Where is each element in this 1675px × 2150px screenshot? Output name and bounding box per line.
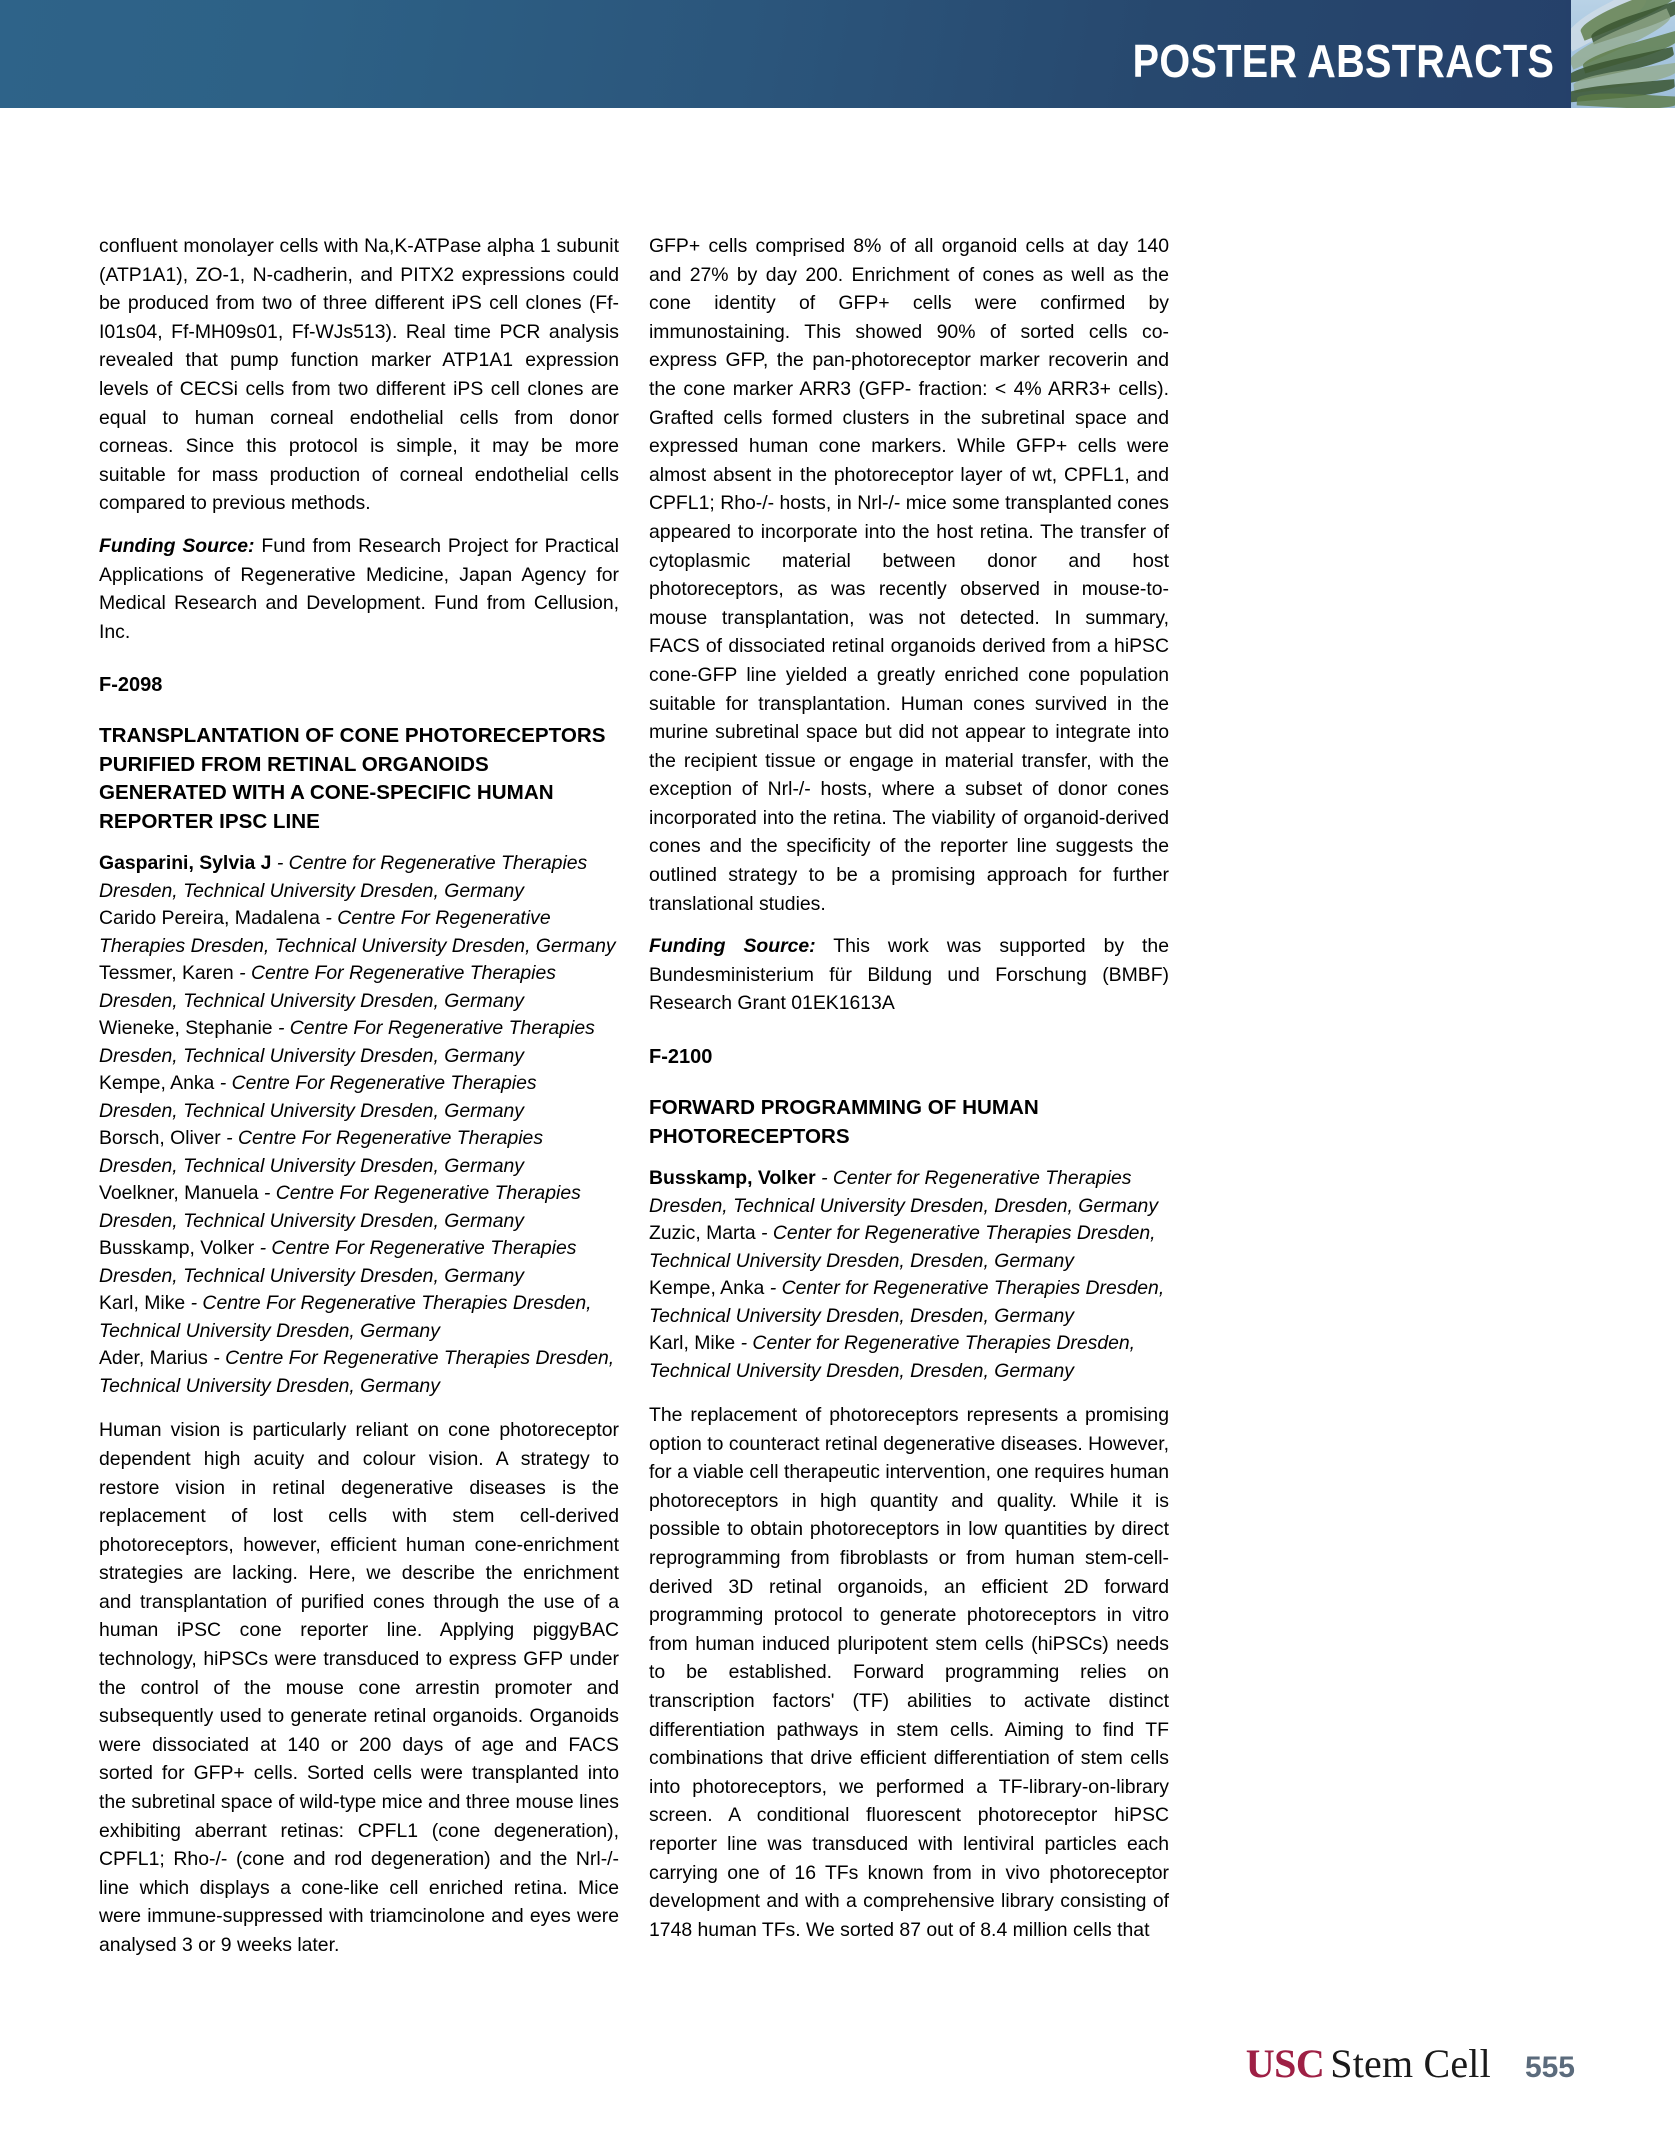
funding-source-label: Funding Source:: [649, 935, 816, 958]
author-affiliation: - Centre for Regenerative Therapies Dresden, Technical University Dresden, Germany: [99, 852, 588, 902]
author-name: Wieneke, Stephanie: [99, 1017, 273, 1040]
author-affiliation: - Center for Regenerative Therapies Dresden, Technical University Dresden, Dresden, Germany: [649, 1332, 1136, 1382]
page-footer: [0, 2040, 1675, 2100]
author-entry: [99, 1290, 619, 1345]
author-entry: [99, 1180, 619, 1235]
author-entry: [99, 1070, 619, 1125]
author-name: Carido Pereira, Madalena: [99, 907, 320, 930]
left-column: [99, 232, 619, 1960]
stem-cell-logo-text: Stem Cell: [1330, 2041, 1491, 2086]
author-name: Ader, Marius: [99, 1347, 208, 1370]
author-list-f2098: [99, 850, 619, 1400]
author-name: Kempe, Anka: [99, 1072, 215, 1095]
author-name: Busskamp, Volker: [99, 1237, 255, 1260]
funding-source-left: [99, 532, 619, 646]
author-entry: [99, 1015, 619, 1070]
author-name: Gasparini, Sylvia J: [99, 852, 272, 875]
funding-source-text: Fund from Research Project for Practical Applications of Regenerative Medicine, Japan Agency for Medical Research and Development. Fund from Cellusion, Inc.: [99, 534, 619, 643]
author-affiliation: - Centre For Regenerative Therapies Dresden, Technical University Dresden, Germany: [99, 1292, 592, 1342]
author-affiliation: - Center for Regenerative Therapies Dresden, Technical University Dresden, Dresden, Germany: [649, 1277, 1165, 1327]
abstract-title-f2098: TRANSPLANTATION OF CONE PHOTORECEPTORS PURIFIED FROM RETINAL ORGANOIDS GENERATED WITH A CONE-SPECIFIC HUMAN REPORTER IPSC LINE: [99, 724, 606, 833]
author-name: Voelkner, Manuela: [99, 1182, 259, 1205]
author-affiliation: - Centre For Regenerative Therapies Dresden, Technical University Dresden, Germany: [99, 1182, 581, 1232]
footer-brand-group: [1246, 2040, 1575, 2087]
author-affiliation: - Centre For Regenerative Therapies Dresden, Technical University Dresden, Germany: [99, 1127, 544, 1177]
author-entry: [649, 1220, 1169, 1275]
author-affiliation: - Centre For Regenerative Therapies Dresden, Technical University Dresden, Germany: [99, 1237, 577, 1287]
author-name: Busskamp, Volker: [649, 1167, 816, 1190]
author-affiliation: - Centre For Regenerative Therapies Dresden, Technical University Dresden, Germany: [99, 962, 556, 1012]
abstract-id-f2098: F-2098: [99, 674, 163, 697]
author-affiliation: - Centre For Regenerative Therapies Dresden, Technical University Dresden, Germany: [99, 1017, 595, 1067]
abstract-body-f2100: The replacement of photoreceptors represents a promising option to counteract retinal degenerative diseases. However, for a viable cell therapeutic intervention, one requires human photoreceptors in high quantity and quality. While it is possible to obtain photoreceptors in low quantities by direct reprogramming from fibroblasts or from human stem-cell-derived 3D retinal organoids, an efficient 2D forward programming protocol to generate photoreceptors in vitro from human induced pluripotent stem cells (hiPSCs) needs to be established. Forward programming relies on transcription factors' (TF) abilities to activate distinct differentiation pathways in stem cells. Aiming to find TF combinations that drive efficient differentiation of stem cells into photoreceptors, we performed a TF-library-on-library screen. A conditional fluorescent photoreceptor hiPSC reporter line was transduced with lentiviral particles each carrying one of 16 TFs known from in vivo photoreceptor development and with a comprehensive library consisting of 1748 human TFs. We sorted 87 out of 8.4 million cells that: [649, 1404, 1169, 1941]
author-name: Tessmer, Karen: [99, 962, 234, 985]
funding-source-text: This work was supported by the Bundesministerium für Bildung und Forschung (BMBF) Research Grant 01EK1613A: [649, 935, 1169, 1015]
page-header-banner: [0, 0, 1675, 108]
author-entry: [99, 1235, 619, 1290]
palm-tree-photo: [1571, 0, 1675, 108]
author-affiliation: - Centre For Regenerative Therapies Dresden, Technical University Dresden, Germany: [99, 1347, 615, 1397]
author-name: Karl, Mike: [649, 1332, 736, 1355]
author-entry: [99, 960, 619, 1015]
author-name: Borsch, Oliver: [99, 1127, 221, 1150]
author-entry: [649, 1275, 1169, 1330]
abstract-title-f2100: FORWARD PROGRAMMING OF HUMAN PHOTORECEPTORS: [649, 1096, 1039, 1148]
author-affiliation: - Centre For Regenerative Therapies Dresden, Technical University Dresden, Germany: [99, 1072, 537, 1122]
continued-paragraph-left: confluent monolayer cells with Na,K-ATPase alpha 1 subunit (ATP1A1), ZO-1, N-cadherin, and PITX2 expressions could be produced from two of three different iPS cell clones (Ff-I01s04, Ff-MH09s01, Ff-WJs513). Real time PCR analysis revealed that pump function marker ATP1A1 expression levels of CECSi cells from two different iPS cell clones are equal to human corneal endothelial cells from donor corneas. Since this protocol is simple, it may be more suitable for mass production of corneal endothelial cells compared to previous methods.: [99, 235, 619, 515]
page-number: 555: [1524, 2051, 1575, 2084]
funding-source-right: [649, 932, 1169, 1018]
author-name: Kempe, Anka: [649, 1277, 765, 1300]
right-column: [649, 232, 1169, 1944]
page-title: POSTER ABSTRACTS: [1132, 35, 1554, 87]
author-entry: [99, 850, 619, 905]
author-entry: [649, 1330, 1169, 1385]
author-entry: [99, 1125, 619, 1180]
author-affiliation: - Centre For Regenerative Therapies Dresden, Technical University Dresden, Germany: [99, 907, 616, 957]
author-entry: [649, 1165, 1169, 1220]
author-entry: [99, 905, 619, 960]
author-name: Zuzic, Marta: [649, 1222, 756, 1245]
author-affiliation: - Center for Regenerative Therapies Dresden, Technical University Dresden, Dresden, Germany: [649, 1222, 1156, 1272]
usc-logo-text: USC: [1245, 2041, 1325, 2086]
continued-paragraph-right: GFP+ cells comprised 8% of all organoid cells at day 140 and 27% by day 200. Enrichment of cones as well as the cone identity of GFP+ cells were confirmed by immunostaining. This showed 90% of sorted cells co-express GFP, the pan-photoreceptor marker recoverin and the cone marker ARR3 (GFP- fraction: < 4% ARR3+ cells). Grafted cells formed clusters in the subretinal space and expressed human cone markers. While GFP+ cells were almost absent in the photoreceptor layer of wt, CPFL1, and CPFL1; Rho-/- hosts, in Nrl-/- mice some transplanted cones appeared to incorporate into the host retina. The transfer of cytoplasmic material between donor and host photoreceptors, as was recently observed in mouse-to-mouse transplantation, was not detected. In summary, FACS of dissociated retinal organoids derived from a hiPSC cone-GFP line yielded a greatly enriched cone population suitable for transplantation. Human cones survived in the murine subretinal space but did not appear to integrate into the recipient tissue or engage in material transfer, with the exception of Nrl-/- hosts, where a subset of donor cones incorporated into the retina. The viability of organoid-derived cones and the specificity of the reporter line suggests the outlined strategy to be a promising approach for further translational studies.: [649, 235, 1169, 915]
author-name: Karl, Mike: [99, 1292, 186, 1315]
author-entry: [99, 1345, 619, 1400]
author-list-f2100: [649, 1165, 1169, 1385]
abstract-body-f2098: Human vision is particularly reliant on cone photoreceptor dependent high acuity and colour vision. A strategy to restore vision in retinal degenerative diseases is the replacement of lost cells with stem cell-derived photoreceptors, however, efficient human cone-enrichment strategies are lacking. Here, we describe the enrichment and transplantation of purified cones through the use of a human iPSC cone reporter line. Applying piggyBAC technology, hiPSCs were transduced to express GFP under the control of the mouse cone arrestin promoter and subsequently used to generate retinal organoids. Organoids were dissociated at 140 or 200 days of age and FACS sorted for GFP+ cells. Sorted cells were transplanted into the subretinal space of wild-type mice and three mouse lines exhibiting aberrant retinas: CPFL1 (cone degeneration), CPFL1; Rho-/- (cone and rod degeneration) and the Nrl-/- line which displays a cone-like cell enriched retina. Mice were immune-suppressed with triamcinolone and eyes were analysed 3 or 9 weeks later.: [99, 1419, 619, 1956]
author-affiliation: - Center for Regenerative Therapies Dresden, Technical University Dresden, Dresden, Germany: [649, 1167, 1159, 1217]
abstract-id-f2100: F-2100: [649, 1046, 713, 1069]
funding-source-label: Funding Source:: [99, 534, 255, 557]
